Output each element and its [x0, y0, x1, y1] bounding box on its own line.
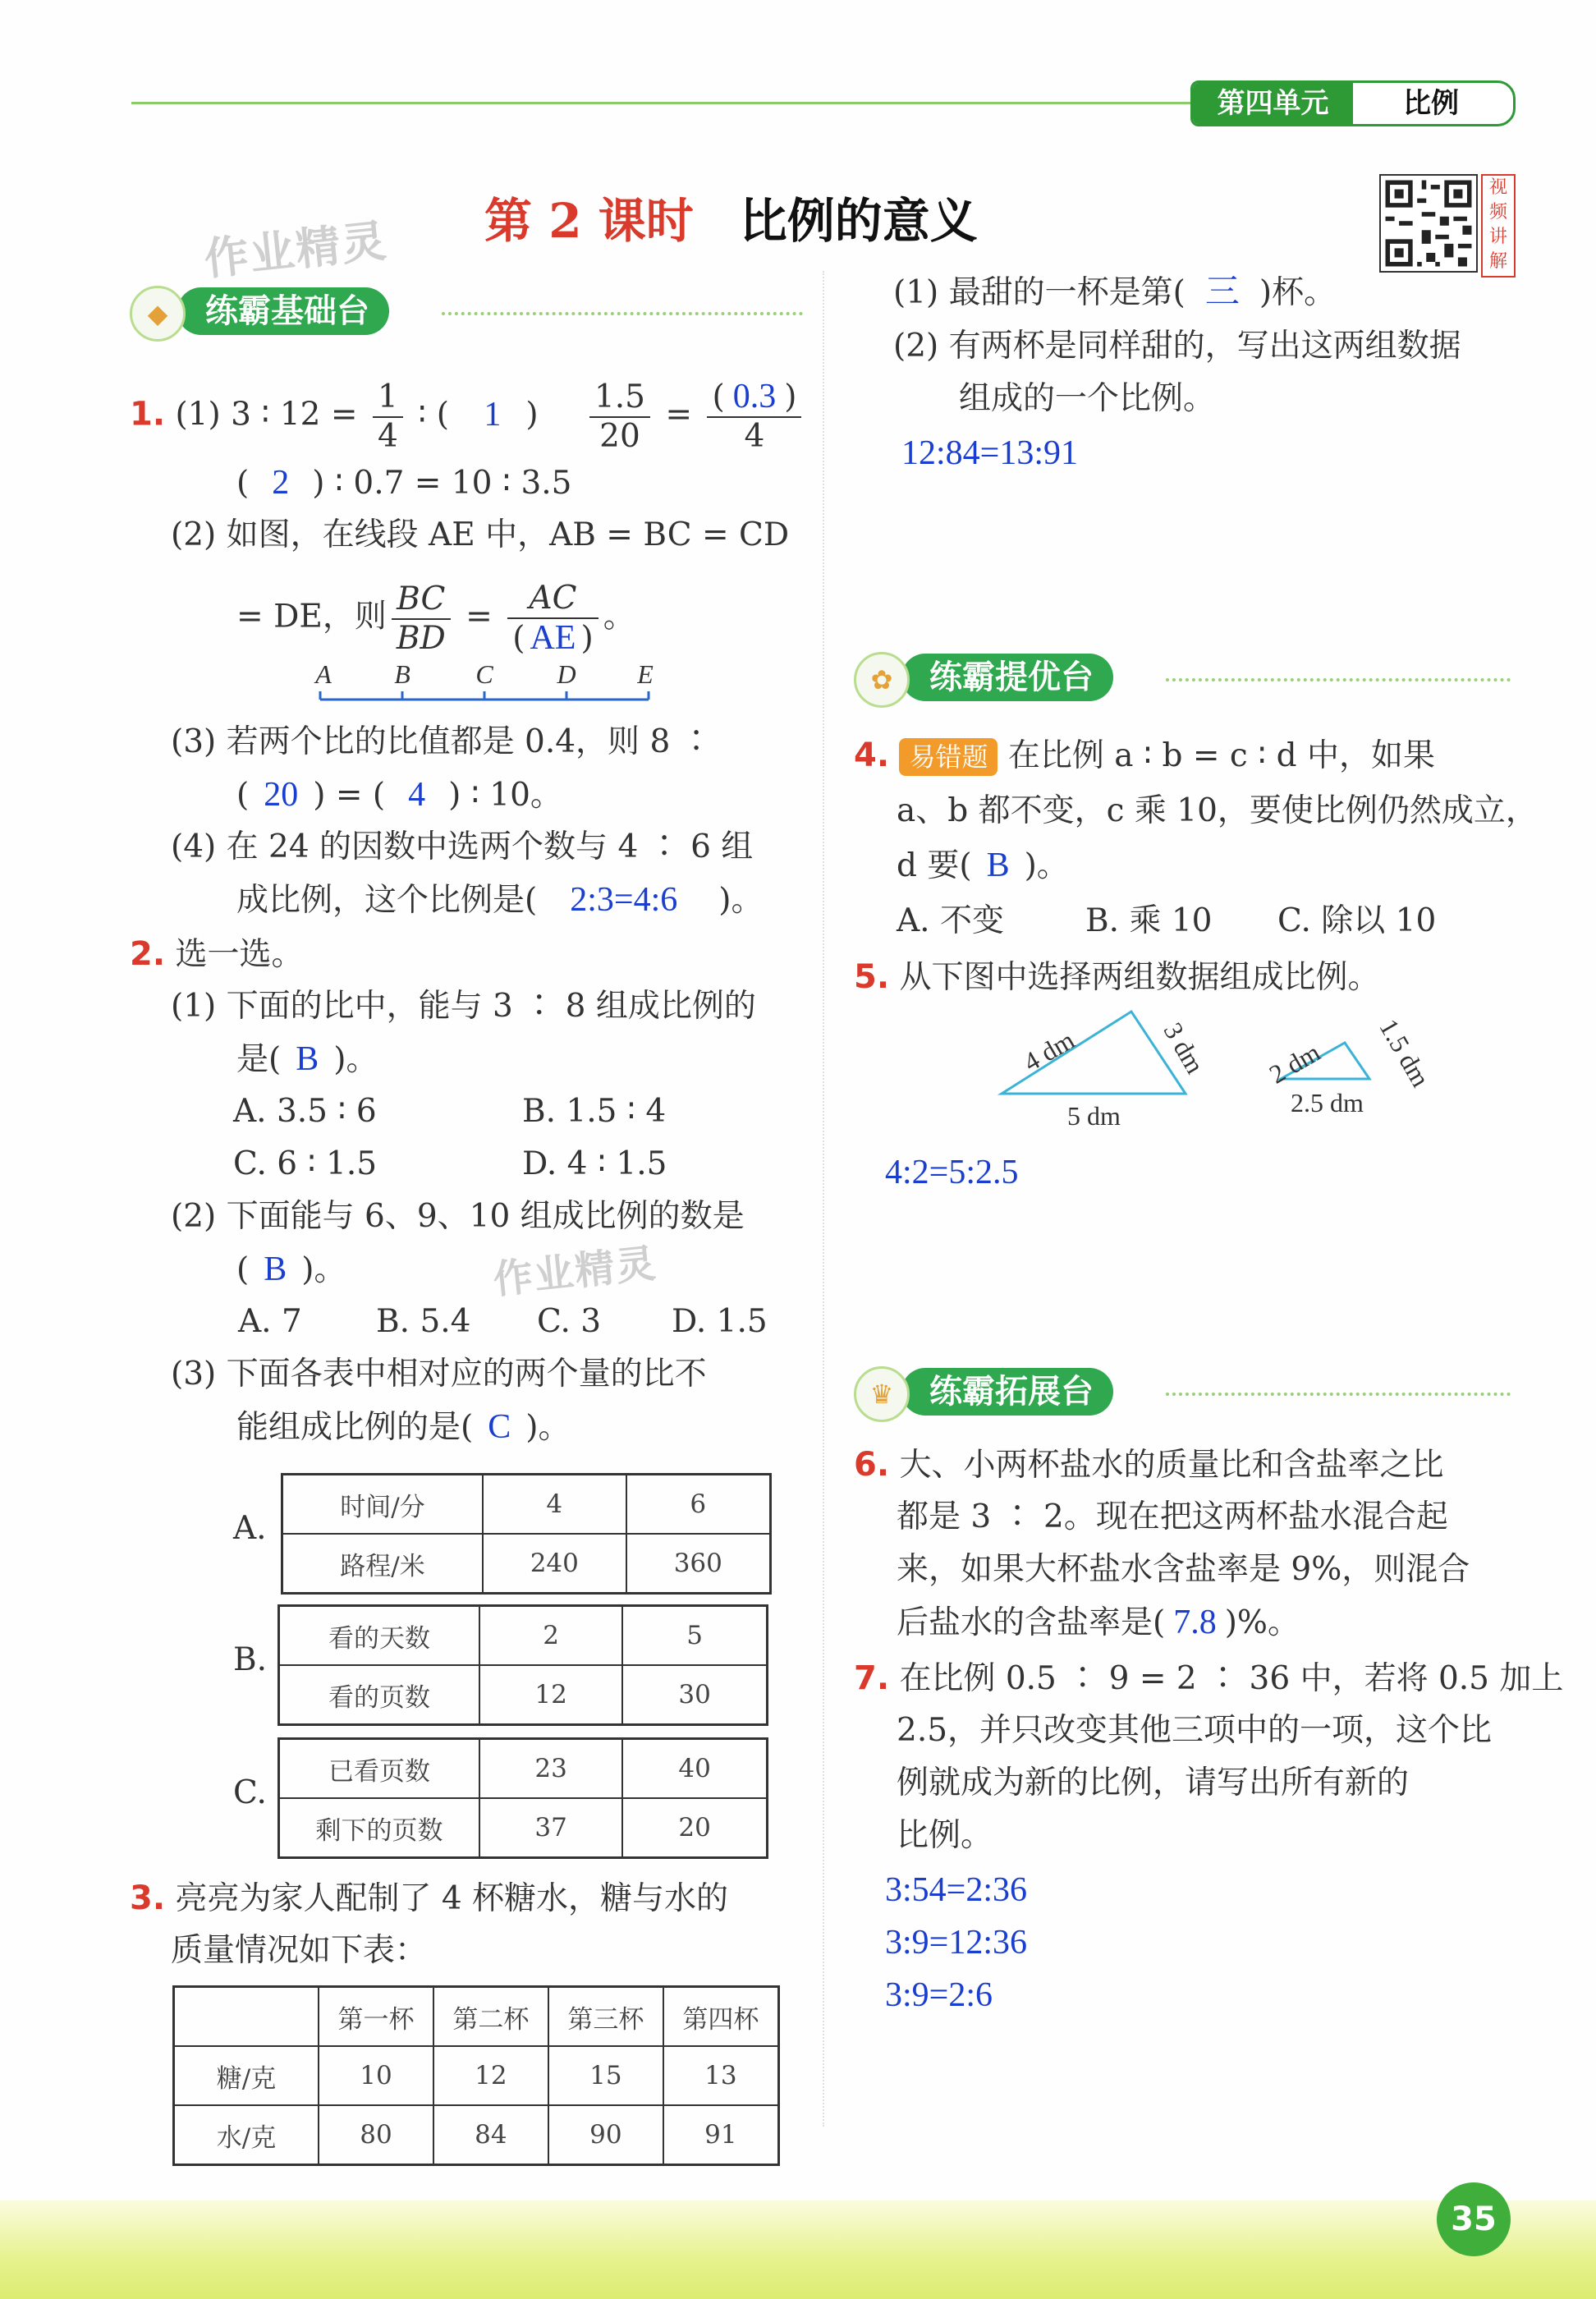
option: A. 7 [238, 1303, 302, 1340]
q1-line1: 1. (1) 3 ∶ 12 = $\frac{1}{4}$ ∶ ( 1 ) $\frac{1.5}{20}$ = $\frac{( 0.3 )}{4}$ [130, 378, 806, 456]
option: A. 3.5 ∶ 6 [233, 1093, 377, 1130]
trophy-icon: ♛ [854, 1366, 910, 1422]
section-dots [442, 312, 803, 315]
answer-blank: AE [530, 619, 576, 657]
q1-p1-label: (1) 3 ∶ 12 = [175, 396, 368, 434]
q6-line1: 6. 大、小两杯盐水的质量比和含盐率之比 [854, 1446, 1444, 1484]
option: A. 不变 [897, 902, 1004, 939]
seg-label: E [637, 659, 654, 689]
table-label: B. [233, 1641, 268, 1678]
q2-s2-line2: ( B )。 [236, 1250, 346, 1288]
answer-blank: C [488, 1408, 511, 1446]
q2-s3: (3) 下面各表中相对应的两个量的比不 [171, 1356, 707, 1393]
q1-number: 1. [130, 395, 166, 434]
answer-blank: 7.8 [1173, 1604, 1217, 1641]
watermark: 作业精灵 [201, 214, 391, 286]
tri2-base: 2.5 dm [1291, 1088, 1364, 1117]
q3-line1: 3. 亮亮为家人配制了 4 杯糖水，糖与水的 [130, 1879, 729, 1917]
section-basic-header [130, 286, 811, 338]
option: B. 1.5 ∶ 4 [522, 1093, 667, 1130]
q5-line1: 5. 从下图中选择两组数据组成比例。 [854, 958, 1380, 996]
segment-diagram [304, 657, 665, 706]
table-label: A. [233, 1510, 267, 1547]
option-table-c: 已看页数 23 40 剩下的页数 37 20 [277, 1737, 768, 1859]
q1-p3-line2: ( 20 ) = ( 4 ) ∶ 10。 [236, 776, 562, 814]
tri1-left: 4 dm [1018, 1025, 1080, 1077]
q1-p3: (3) 若两个比的比值都是 0.4，则 8 ∶ [171, 723, 713, 760]
q2-s1: (1) 下面的比中，能与 3 ∶ 8 组成比例的 [171, 988, 756, 1025]
answer-blank: 20 [264, 776, 299, 814]
q3-line2: 质量情况如下表： [171, 1932, 428, 1969]
q4-line1: 4. 易错题 在比例 a ∶ b = c ∶ d 中，如果 [854, 737, 1436, 774]
lesson-name: 比例的意义 [739, 193, 978, 249]
answer-blank: B [296, 1040, 319, 1078]
answer-blank: 2:3=4:6 [570, 881, 678, 919]
option: B. 5.4 [376, 1303, 471, 1340]
tri1-right: 3 dm [1158, 1017, 1211, 1079]
column-divider [823, 271, 824, 2127]
unit-topic: 比例 [1403, 87, 1459, 120]
option-table-a: 时间/分 4 6 路程/米 240 360 [281, 1473, 772, 1595]
header-rule [131, 102, 1190, 104]
answer-blank: B [264, 1250, 287, 1288]
q5-answer: 4:2=5:2.5 [885, 1154, 1019, 1191]
fraction: $\frac{1}{4}$ [373, 379, 403, 456]
q7-line4: 比例。 [897, 1817, 993, 1854]
section-advance-header [854, 652, 1511, 704]
answer-blank: 4 [408, 776, 426, 814]
q2-header: 2. 选一选。 [130, 935, 304, 973]
q7-line2: 2.5，并只改变其他三项中的一项，这个比 [897, 1712, 1493, 1749]
triangles-figure [985, 1002, 1445, 1141]
section-dots [1166, 1393, 1511, 1396]
q1-p2-eq: = DE，则 $\frac{BC}{BD}$ = $\frac{AC}{( AE )}$ 。 [236, 580, 635, 657]
answer-blank: 0.3 [732, 378, 777, 415]
answer-blank: 1 [484, 395, 502, 434]
option: D. 4 ∶ 1.5 [522, 1145, 667, 1182]
fraction: $\frac{1.5}{20}$ [589, 379, 650, 456]
page-number: 35 [1437, 2182, 1511, 2256]
q3-s1: (1) 最甜的一杯是第( 三 )杯。 [893, 273, 1337, 311]
page-footer [0, 2200, 1596, 2299]
tri2-left: 2 dm [1264, 1037, 1325, 1090]
cube-icon: ◆ [130, 286, 186, 342]
q7-line1: 7. 在比例 0.5 ∶ 9 = 2 ∶ 36 中，若将 0.5 加上 [854, 1659, 1564, 1697]
section-dots [1166, 678, 1511, 681]
seg-label: B [394, 659, 410, 689]
q7-answer: 3:9=2:6 [885, 1976, 993, 2014]
tri1-base: 5 dm [1067, 1101, 1121, 1131]
q3-s2: (2) 有两杯是同样甜的，写出这两组数据 [893, 328, 1461, 365]
q7-line3: 例就成为新的比例，请写出所有新的 [897, 1764, 1410, 1801]
seg-label: C [475, 659, 493, 689]
page-title [484, 182, 978, 251]
q1-p4-line2: 成比例，这个比例是( 2:3=4:6 )。 [236, 881, 764, 919]
seg-label: D [557, 659, 576, 689]
q1-p2: (2) 如图，在线段 AE 中，AB = BC = CD [171, 516, 790, 553]
answer-blank: B [986, 847, 1010, 884]
section-basic-title: 练霸基础台 [177, 287, 389, 335]
q6-line3: 来，如果大杯盐水含盐率是 9%，则混合 [897, 1551, 1470, 1588]
option: C. 除以 10 [1277, 902, 1437, 939]
option: B. 乘 10 [1085, 902, 1213, 939]
q1-line2: ( 2 ) ∶ 0.7 = 10 ∶ 3.5 [236, 464, 572, 502]
q6-line4: 后盐水的含盐率是( 7.8 )%。 [897, 1604, 1300, 1641]
table-label: C. [233, 1774, 267, 1811]
tri2-right: 1.5 dm [1374, 1013, 1436, 1092]
q7-answer: 3:54=2:36 [885, 1871, 1028, 1909]
q2-s1-line2: 是( B )。 [236, 1040, 378, 1078]
section-advance-title: 练霸提优台 [901, 654, 1113, 701]
qr-code-icon[interactable] [1379, 174, 1478, 273]
fraction: $\frac{( 0.3 )}{4}$ [707, 378, 801, 456]
q3-answer: 12:84=13:91 [901, 434, 1079, 472]
q7-answer: 3:9=12:36 [885, 1924, 1028, 1962]
lesson-number: 第 2 课时 [484, 193, 694, 249]
q4-line3: d 要( B )。 [897, 847, 1069, 884]
q3-s2-line2: 组成的一个比例。 [959, 380, 1216, 417]
watermark: 作业精灵 [491, 1240, 659, 1304]
sprout-icon: ✿ [854, 652, 910, 708]
option: C. 6 ∶ 1.5 [233, 1145, 378, 1182]
answer-blank: 2 [272, 464, 290, 502]
q6-line2: 都是 3 ∶ 2。现在把这两杯盐水混合起 [897, 1498, 1448, 1535]
sugar-water-table: 第一杯 第二杯 第三杯 第四杯 糖/克 10 12 15 13 水/克 80 84 90 91 [172, 1985, 780, 2166]
q2-s3-line2: 能组成比例的是( C )。 [236, 1408, 571, 1446]
option-table-b: 看的天数 2 5 看的页数 12 30 [277, 1604, 768, 1726]
section-extend-header [854, 1366, 1511, 1419]
tricky-badge: 易错题 [899, 738, 998, 776]
option: D. 1.5 [672, 1303, 768, 1340]
section-extend-title: 练霸拓展台 [901, 1368, 1113, 1416]
seg-label: A [315, 659, 332, 689]
answer-blank: 三 [1204, 273, 1240, 311]
option: C. 3 [537, 1303, 602, 1340]
unit-tag [1190, 80, 1516, 126]
q2-s2: (2) 下面能与 6、9、10 组成比例的数是 [171, 1198, 745, 1235]
qr-label: 视频讲解 [1481, 174, 1516, 278]
unit-label: 第四单元 [1193, 83, 1353, 124]
q4-line2: a、b 都不变，c 乘 10，要使比例仍然成立， [897, 792, 1538, 829]
q1-p4: (4) 在 24 的因数中选两个数与 4 ∶ 6 组 [171, 828, 754, 865]
